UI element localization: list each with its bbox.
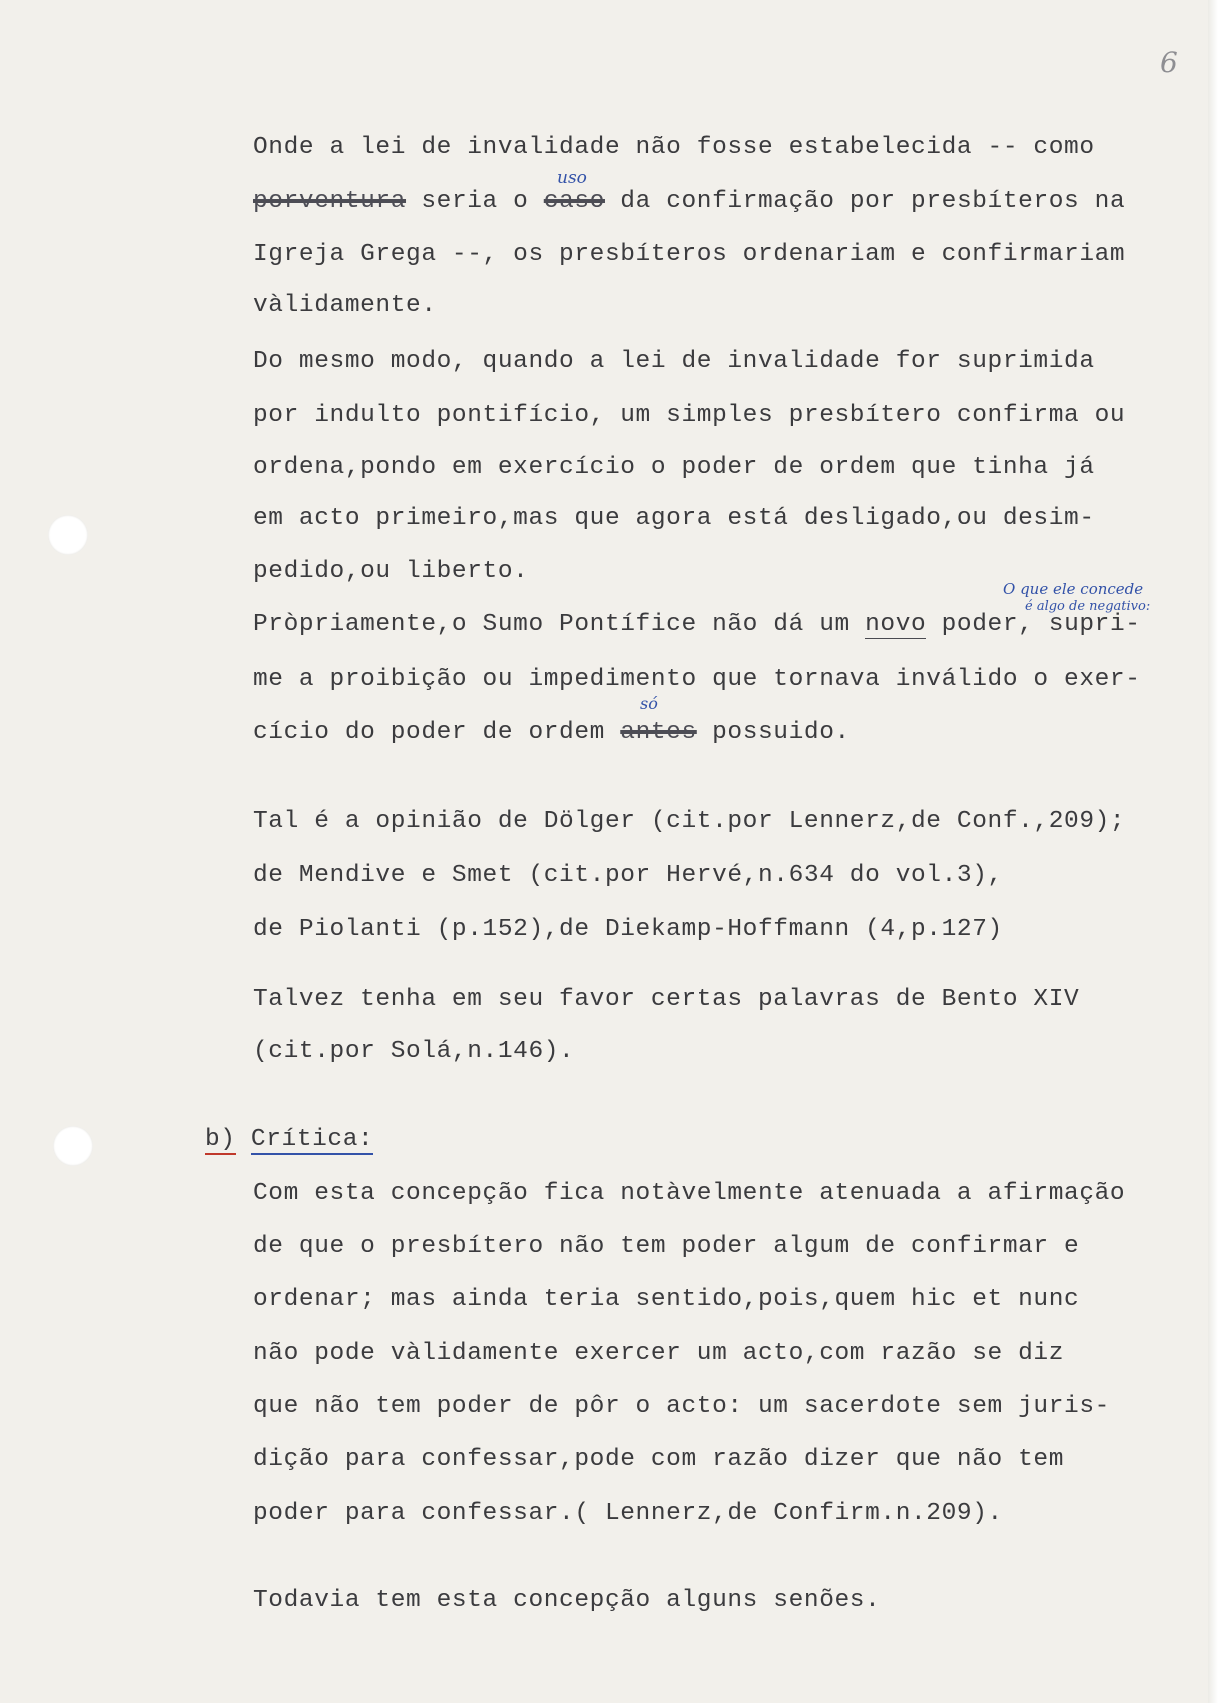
text-line-13: Tal é a opinião de Dölger (cit.por Lennerz,de Conf.,209); — [253, 808, 1126, 835]
handwritten-uso: uso — [557, 168, 587, 188]
text-line-10: Pròpriamente,o Sumo Pontífice não dá um novo poder, supri- — [253, 611, 1141, 638]
underlined-word: novo — [865, 611, 927, 638]
text-line-8: em acto primeiro,mas que agora está desligado,ou desim- — [253, 505, 1095, 532]
text-line-1: Onde a lei de invalidade não fosse estabelecida -- como — [253, 134, 1095, 161]
text-line-16: Talvez tenha em seu favor certas palavras de Bento XIV — [253, 986, 1080, 1013]
text-line-21: ordenar; mas ainda teria sentido,pois,quem hic et nunc — [253, 1286, 1080, 1313]
handwritten-so: só — [640, 694, 658, 713]
text-line-26: Todavia tem esta concepção alguns senões. — [253, 1587, 881, 1614]
text-line-6: por indulto pontifício, um simples presbítero confirma ou — [253, 402, 1126, 429]
text-line-7: ordena,pondo em exercício o poder de ordem que tinha já — [253, 454, 1095, 481]
text-line-2: porventura seria o caso da confirmação por presbíteros na — [253, 188, 1126, 215]
text-line-5: Do mesmo modo, quando a lei de invalidade for suprimida — [253, 348, 1095, 375]
text-line-12: cício do poder de ordem antes possuido. — [253, 719, 850, 746]
text-line-25: poder para confessar.( Lennerz,de Confirm.n.209). — [253, 1500, 1003, 1527]
text-line-17: (cit.por Solá,n.146). — [253, 1038, 575, 1065]
struck-word: caso — [543, 188, 605, 215]
text-line-23: que não tem poder de pôr o acto: um sacerdote sem juris- — [253, 1393, 1110, 1420]
text-line-20: de que o presbítero não tem poder algum de confirmar e — [253, 1233, 1080, 1260]
text-line-3: Igreja Grega --, os presbíteros ordenariam e confirmariam — [253, 241, 1126, 268]
text-line-9: pedido,ou liberto. — [253, 558, 529, 585]
punch-hole-bottom — [53, 1126, 93, 1166]
struck-word: porventura — [253, 188, 407, 215]
punch-hole-top — [48, 515, 88, 555]
section-title: Crítica: — [250, 1126, 374, 1153]
text-line-4: vàlidamente. — [253, 292, 437, 319]
text-line-19: Com esta concepção fica notàvelmente atenuada a afirmação — [253, 1180, 1126, 1207]
struck-word: antes — [620, 719, 697, 746]
page-number: 6 — [1160, 46, 1178, 79]
text-line-15: de Piolanti (p.152),de Diekamp-Hoffmann (4,p.127) — [253, 916, 1003, 943]
margin-note-line-1: O que ele concede — [1003, 580, 1144, 598]
text-line-11: me a proibição ou impedimento que tornava inválido o exer- — [253, 666, 1141, 693]
text-line-24: dição para confessar,pode com razão dizer que não tem — [253, 1446, 1065, 1473]
section-heading — [205, 1125, 373, 1155]
margin-note-line-2: é algo de negativo: — [1025, 599, 1151, 614]
page-edge — [1208, 0, 1218, 1703]
text-line-22: não pode vàlidamente exercer um acto,com razão se diz — [253, 1340, 1065, 1367]
section-label: b) — [205, 1126, 236, 1153]
text-line-14: de Mendive e Smet (cit.por Hervé,n.634 do vol.3), — [253, 862, 1003, 889]
